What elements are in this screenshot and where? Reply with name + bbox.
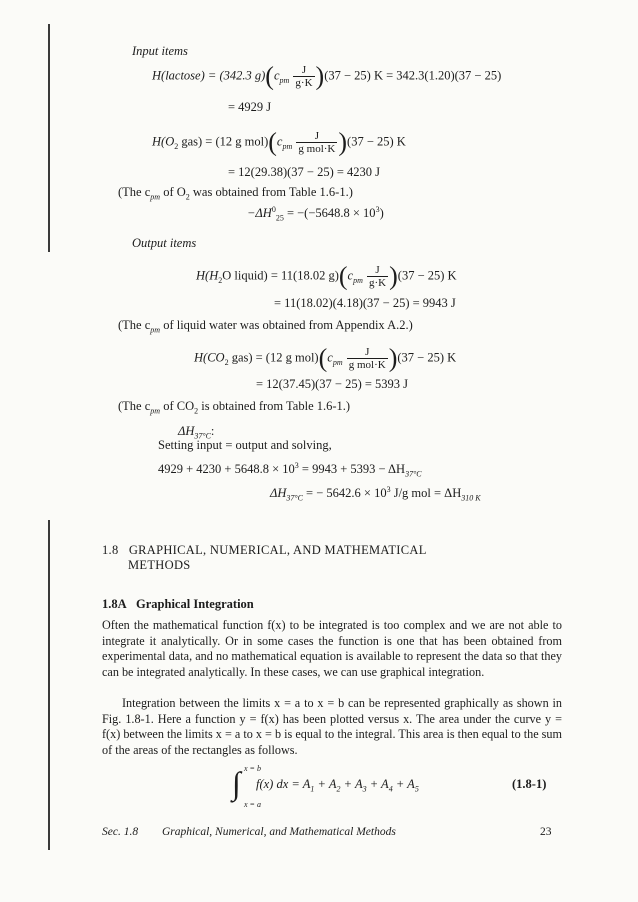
fraction: $\frac{J}{\text{g mol·K}}$	[348, 346, 386, 371]
fraction: $\frac{J}{g\cdot K}$	[295, 64, 313, 89]
co2-result: = 12(37.45)(37 − 25) = 5393 J	[256, 377, 409, 391]
section-18-heading: 1.8 GRAPHICAL, NUMERICAL, AND MATHEMATICAL	[102, 543, 427, 557]
fraction: $\frac{J}{g\cdot K}$	[369, 264, 387, 289]
page-number: 23	[540, 826, 552, 838]
energy-balance: $4929 + 4230 + 5648.8 \times 10^3 = 9943 + 5393 - \Delta H_{37^\circ C}$	[158, 460, 422, 479]
setting-input-text: Setting input = output and solving,	[158, 438, 332, 452]
paragraph-integration-limits: Integration between the limits x = a to x = b can be represented graphically as shown in Fig. 1.8-1. Here a function y = f(x) has been plotted versus x. The area under the curve y = f(x) between the limits x = a to x = b is equal to the integral. This area is then equal to the sum of the areas of the rectangles as follows.	[102, 696, 562, 757]
enthalpy-reaction: $-\Delta H^0_{25} = -(-5648.8 \times 10^3)$	[247, 204, 384, 223]
o2-result: = 12(29.38)(37 − 25) = 4230 J	[228, 165, 381, 179]
equation-lactose: H(lactose) = (342.3 $g)(c_{pm}$ $\frac{J}{g\cdot K}$ )(37 − 25) K = 342.3(1.20)(37 − 25)	[152, 61, 502, 91]
note-h2o: (The $c_{pm}$ of liquid water was obtained from Appendix A.2.)	[118, 318, 413, 335]
paragraph-graphical-integration: Often the mathematical function f(x) to be integrated is too complex and we are not able to integrate it analytically. Or in some cases the function is one that has been obtained from experimental data, and no mathematical equation is available to represent the data so that they can be integrated analytically. In these cases, we can use graphical integration.	[102, 618, 562, 679]
margin-rule	[48, 520, 50, 850]
footer-section: Sec. 1.8	[102, 826, 139, 838]
integral-upper-limit: x = b	[244, 764, 261, 773]
equation-o2: $H(O_2$ gas) = (12 g $mol)(c_{pm}$ $\frac{J}{\text{g mol·K}}$ )(37 − 25) K	[152, 127, 406, 157]
integral-equation: f(x) dx = $A_1 + A_2 + A_3 + A_4 + A_5$	[256, 777, 419, 794]
note-co2: (The $c_{pm}$ of $CO_2$ is obtained from Table 1.6-1.)	[118, 399, 351, 416]
lactose-result: = 4929 J	[228, 100, 272, 114]
integral-lower-limit: x = a	[244, 800, 261, 809]
lactose-lhs: H(lactose) = (342.3 g)	[152, 68, 266, 83]
footer-title: Graphical, Numerical, and Mathematical Methods	[162, 826, 396, 838]
fraction: $\frac{J}{\text{g mol·K}}$	[298, 130, 336, 155]
section-18-heading-cont: METHODS	[128, 558, 191, 572]
equation-number: (1.8-1)	[512, 777, 547, 791]
note-o2: (The $c_{pm}$ of $O_2$ was obtained from Table 1.6-1.)	[118, 185, 353, 202]
margin-rule	[48, 24, 50, 252]
equation-h2o: $H(H_2O$ liquid) = 11(18.02 $g)(c_{pm}$ $\frac{J}{g\cdot K}$ )(37 − 25) K	[196, 261, 457, 291]
dh37-label: $\Delta H_{37^\circ C}$:	[178, 424, 215, 441]
h2o-result: = 11(18.02)(4.18)(37 − 25) = 9943 J	[274, 296, 456, 310]
output-items-heading: Output items	[132, 236, 197, 250]
lactose-rhs: (37 − 25) K = 342.3(1.20)(37 − 25)	[324, 68, 502, 83]
section-18a-heading: 1.8A Graphical Integration	[102, 597, 254, 611]
equation-co2: $H(CO_2$ gas) = (12 g $mol)(c_{pm}$ $\frac{J}{\text{g mol·K}}$ )(37 − 25) K	[194, 343, 457, 373]
dh37-final: $\Delta H_{37^\circ C}$ = − $5642.6 \times 10^3$ J/g mol = $\Delta H_{310 K}$	[270, 484, 481, 503]
integral-sign: ∫	[232, 765, 241, 801]
input-items-heading: Input items	[132, 44, 188, 58]
